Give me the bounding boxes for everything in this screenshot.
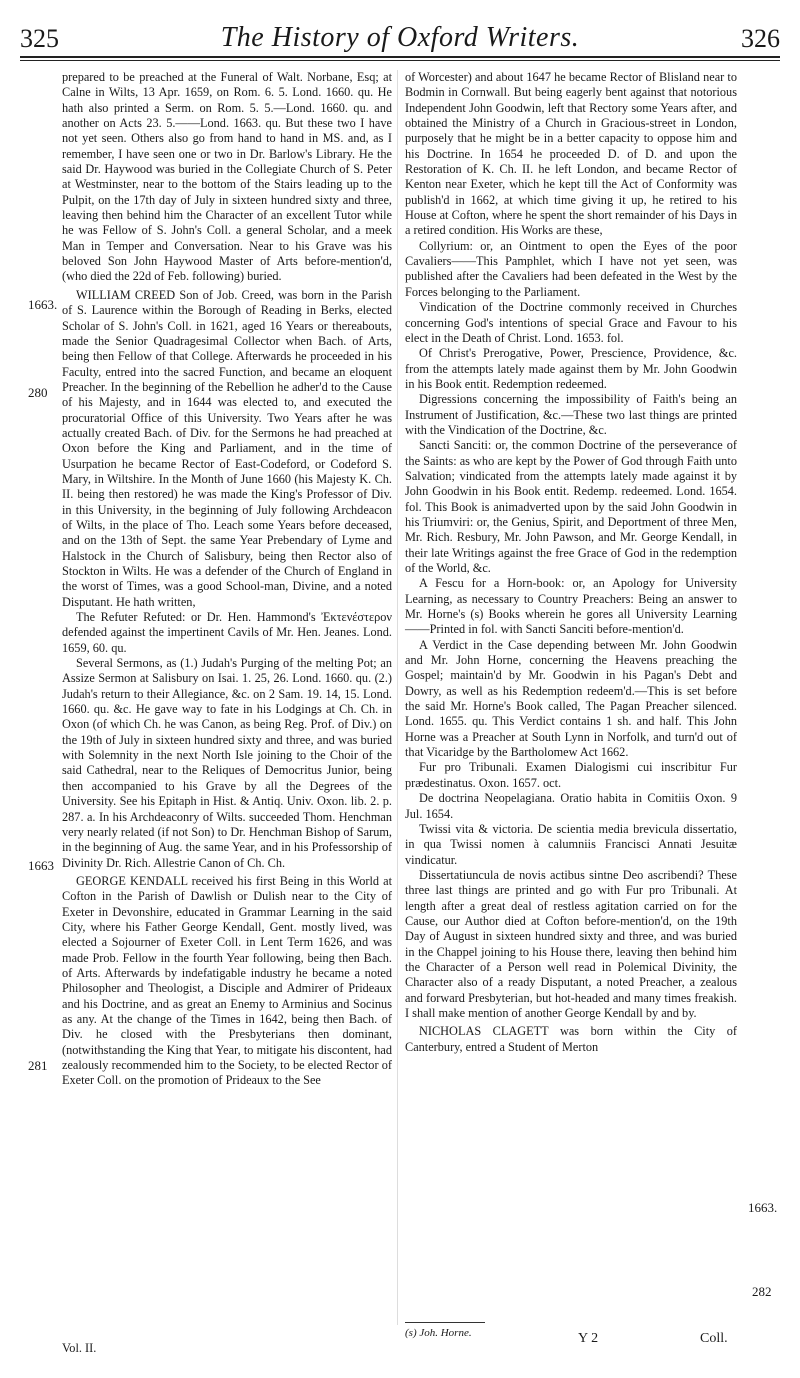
column-divider [397, 70, 398, 1325]
left-column [62, 70, 392, 1089]
margin-entry-number: 282 [752, 1284, 772, 1299]
right-column [405, 70, 737, 1055]
paragraph: prepared to be preached at the Funeral of Walt. Norbane, Esq; at Calne in Wilts, 13 Apr. 1659, on Rom. 6. 5. Lond. 1660. qu. He hath also printed a Serm. on Rom. 5. 5.—Lond. 1660. qu. and another on Acts 23. 5.——Lond. 1663. qu. But these two I have not yet seen. Others also go from hand to hand in MS. and, as I remember, I have seen one or two in Dr. Barlow's Library. He the said Dr. Haywood was buried in the Collegiate Church of S. Peter at Westminster, near to the bottom of the Stairs leading up to the Pulpit, on the 17th day of July in sixteen hundred sixty and three, leaving then behind him the Character of an excellent Tutor while he was Fellow of S. John's Coll. a general Scholar, and a meek Man in Temper and Conversation. Near to his Grave was his beloved Son John Haywood Master of Arts before-mention'd, (who died the 22d of Feb. following) buried. [62, 70, 392, 284]
paragraph: NICHOLAS CLAGETT was born within the City of Canterbury, entred a Student of Merton [405, 1024, 737, 1054]
paragraph: A Verdict in the Case depending between Mr. John Goodwin and Mr. John Horne, concerning the Heavens preaching the Gospel; maintain'd by Mr. Goodwin in his Pagan's Debt and Dowry, as well as his Redemption redeem'd.—This is set before the said Mr. Horne's Book called, The Pagan Preacher silenced. Lond. 1655. qu. This Verdict contains 1 sh. and half. This John Horne was a Preacher at South Lynn in Norfolk, and turn'd out of that Vicaridge by the Bartholomew Act 1662. [405, 637, 737, 760]
footnote: (s) Joh. Horne. [405, 1327, 472, 1339]
paragraph: Dissertatiuncula de novis actibus sintne Deo ascribendi? These three last things are printed and go with Fur pro Tribunali. At length after a great deal of restless agitation carried on for the Cause, our Author died at Cofton before-mention'd, on the 19th Day of August in sixteen hundred sixty and three, and was buried in the Chappel joining to his House there, leaving then behind him the Character of a Person well read in Polemical Divinity, the Character also of a ready Disputant, a noted Preacher, a zealous and forward Presbyterian, but hot-headed and many times freakish. I shall make mention of another George Kendall by and by. [405, 867, 737, 1020]
paragraph: Sancti Sanciti: or, the common Doctrine of the perseverance of the Saints: as who are kept by the Power of God through Faith unto Salvation; vindicated from the attempts lately made against it by John Goodwin in his Book entit. Redemp. redeemed. Lond. 1654. fol. This Book is animadverted upon by the said John Goodwin in his Triumviri: or, the Genius, Spirit, and Deportment of three Men, Mr. Rich. Resbury, Mr. John Pawson, and Mr. George Kendall, in their late Writings against the free Grace of God in the redemption of the World, &c. [405, 438, 737, 575]
catchword: Coll. [700, 1331, 728, 1346]
footnote-rule [405, 1322, 485, 1323]
signature-mark: Y 2 [578, 1331, 599, 1346]
paragraph: Fur pro Tribunali. Examen Dialogismi cui inscribitur Fur prædestinatus. Oxon. 1657. oct. [405, 760, 737, 790]
margin-year: 1663. [748, 1200, 778, 1215]
paragraph: WILLIAM CREED Son of Job. Creed, was born in the Parish of S. Laurence within the Borough of Reading in Berks, elected Scholar of S. John's Coll. in 1621, aged 16 Years or thereabouts, made the Senior Quadragesimal Collector when Bach. of Arts, being then Fellow of that College. Afterwards he proceeded in his Faculty, entred into the sacred Function, and became an eloquent Preacher. In the beginning of the Rebellion he adher'd to the Cause of his Majesty, and in 1644 was elected to, and executed the procuratorial Office of this University. Two Years after he was actually created Bach. of Div. for the Sermons he had preached at Oxon before the King and Parliament, and in the time of Usurpation he became Rector of East-Codeford, or Codeford S. Mary, in Wiltshire. In the Month of June 1660 (his Majesty K. Ch. II. being then restored) he was made the King's Professor of Div. in this University, in the beginning of July following Archdeacon of Wilts, in the place of Tho. Leach some Years before deceased, and on the 13th of Sept. the same Year Prebendary of Lyme and Halstock in the Church of Salisbury, being then Rector also of Stockton in Wilts. He was a defender of the Church of England in the worst of Times, was a good School-man, Divine, and a noted Disputant. He hath written, [62, 287, 392, 609]
header-rule [20, 56, 780, 58]
paragraph: Of Christ's Prerogative, Power, Prescience, Providence, &c. from the attempts lately made against them by Mr. John Goodwin in his Book entit. Redemption redeemed. [405, 346, 737, 391]
margin-entry-number: 280 [28, 385, 48, 400]
paragraph: Vindication of the Doctrine commonly received in Churches concerning God's intentions of special Grace and Favour to his elect in the Death of Christ. Lond. 1653. fol. [405, 300, 737, 345]
paragraph: The Refuter Refuted: or Dr. Hen. Hammond's Ἐκτενέστερον defended against the impertinent Cavils of Mr. Hen. Jeanes. Lond. 1659, 60. qu. [62, 610, 392, 655]
paragraph: A Fescu for a Horn-book: or, an Apology for University Learning, as necessary to Country Preachers: Being an answer to Mr. Horne's (s) Books wherein he gores all University Learning——Printed in fol. with Sancti Sanciti before-mention'd. [405, 576, 737, 637]
paragraph: Several Sermons, as (1.) Judah's Purging of the melting Pot; an Assize Sermon at Salisbury on Isai. 1. 25, 26. Lond. 1660. qu. (2.) Judah's return to their Allegiance, &c. on 2 Sam. 19. 14, 15. Lond. 1660. qu. &c. He gave way to fate in his Lodgings at Ch. Ch. in Oxon (of which Ch. he was Canon, as being Reg. Prof. of Div.) on the 19th of July in sixteen hundred sixty and three, and was buried with Solemnity in the next North Isle joining to the Choir of the said Cathedral, near to the Reliques of Democritus Junior, being then accompanied to his Grave by all the Degrees of the University. See his Epitaph in Hist. & Antiq. Univ. Oxon. lib. 2. p. 287. a. In his Archdeaconry of Wilts. succeeded Thom. Henchman very nearly related (if not Son) to Dr. Henchman Bishop of Sarum, in the beginning of Aug. the same Year, and in his Professorship of Divinity Dr. Rich. Allestrie Canon of Ch. Ch. [62, 656, 392, 870]
paragraph: Twissi vita & victoria. De scientia media brevicula dissertatio, in qua Twissi nomen à calumniis Francisci Annati Jesuitæ vindicatur. [405, 821, 737, 867]
paragraph: GEORGE KENDALL received his first Being in this World at Cofton in the Parish of Dawlish or Dulish near to the City of Exeter in Devonshire, educated in Grammar Learning in the said City, where his Father George Kendall, Gent. mostly lived, was elected a Sojourner of Exeter Coll. in Lent Term 1626, and was made Prob. Fellow in the fourth Year following, being then Bach. of Arts. Afterwards by indefatigable industry he became a noted Philosopher and Theologist, a Disciple and Admirer of Prideaux and his Doctrine, and as great an Enemy to Arminius and Socinus as any. At the change of the Times in 1642, being then Bach. of Div. he closed with the Presbyterians then dominant, (notwithstanding the King that Year, to mitigate his discontent, had zealously recommended him to the Society, to be elected Rector of Exeter Coll. on the promotion of Prideaux to the See [62, 873, 392, 1088]
margin-year: 1663 [28, 858, 54, 873]
margin-year: 1663. [28, 297, 58, 312]
header-rule-thin [20, 60, 780, 61]
page-number-right: 326 [741, 24, 780, 53]
paragraph: of Worcester) and about 1647 he became Rector of Blisland near to Bodmin in Cornwall. But being eagerly bent against that notorious Independent John Goodwin, left that Rectory some Years after, and obtained the Ministry of a Church in Gracious-street in London, purposely that he might be in a better capacity to oppose him and his Doctrine. In 1654 he proceeded D. of D. and upon the Restoration of K. Ch. II. he left London, and became Rector of Kenton near Exeter, which he kept till the Act of Conformity was publish'd in 1662, at which time giving it up, he retired to his House at Cofton, where he spent the short remainder of his Days in a retired condition. His Works are these, [405, 70, 737, 238]
paragraph: De doctrina Neopelagiana. Oratio habita in Comitiis Oxon. 9 Jul. 1654. [405, 791, 737, 821]
running-title: The History of Oxford Writers. [220, 22, 580, 53]
volume-label: Vol. II. [62, 1341, 97, 1355]
paragraph: Digressions concerning the impossibility of Faith's being an Instrument of Justification, &c.—These two last things are printed with the Vindication of the Doctrine, &c. [405, 392, 737, 437]
paragraph: Collyrium: or, an Ointment to open the Eyes of the poor Cavaliers——This Pamphlet, which I have not yet seen, was published after the Cavaliers had been defeated in the West by the Forces belonging to the Parliament. [405, 238, 737, 299]
page-number-left: 325 [20, 24, 59, 53]
page-header [20, 10, 780, 70]
margin-entry-number: 281 [28, 1058, 48, 1073]
